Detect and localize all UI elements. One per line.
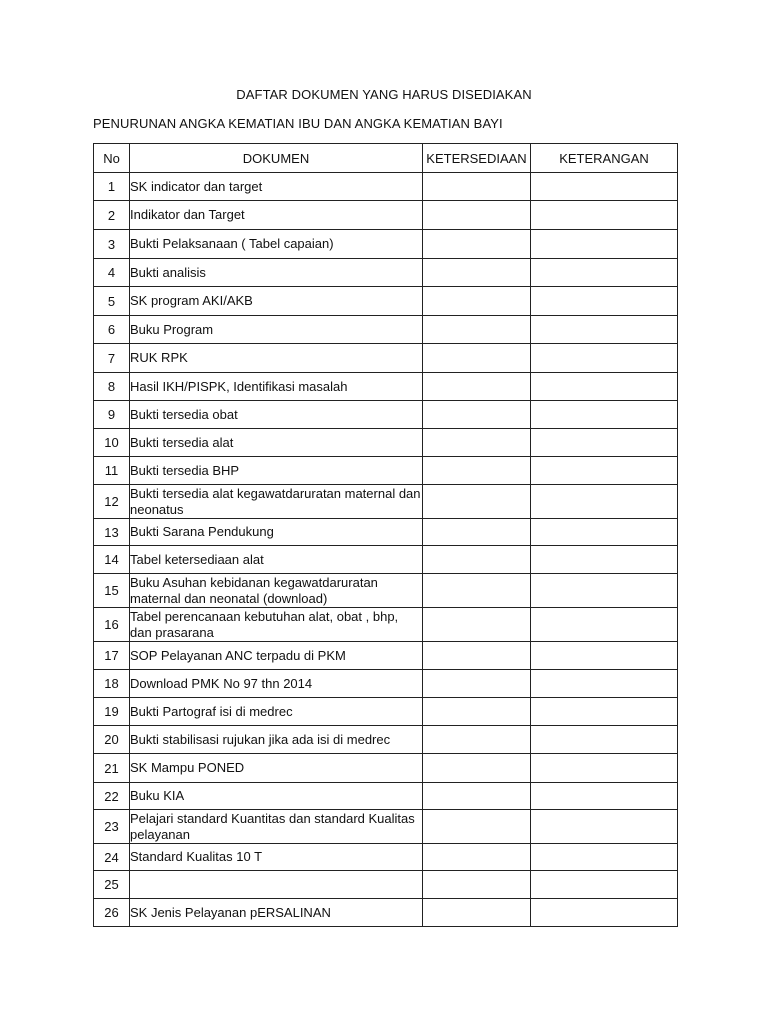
table-row xyxy=(94,726,678,754)
row-keterangan-cell xyxy=(531,844,678,871)
header-ketersediaan: KETERSEDIAAN xyxy=(423,144,531,173)
row-number: 9 xyxy=(94,401,130,429)
table-row xyxy=(94,519,678,546)
row-keterangan-cell xyxy=(531,373,678,401)
row-ketersediaan-cell xyxy=(423,485,531,519)
table-row xyxy=(94,670,678,698)
table-row xyxy=(94,871,678,899)
row-document: Bukti Pelaksanaan ( Tabel capaian) xyxy=(130,230,423,259)
row-ketersediaan-cell xyxy=(423,810,531,844)
row-document: Buku Program xyxy=(130,316,423,344)
row-keterangan-cell xyxy=(531,429,678,457)
table-row xyxy=(94,259,678,287)
table-row xyxy=(94,899,678,927)
row-document: Bukti tersedia BHP xyxy=(130,457,423,485)
table-row xyxy=(94,608,678,642)
table-row xyxy=(94,546,678,574)
row-number: 13 xyxy=(94,519,130,546)
row-document: Bukti stabilisasi rujukan jika ada isi di medrec xyxy=(130,726,423,754)
row-number: 15 xyxy=(94,574,130,608)
row-keterangan-cell xyxy=(531,201,678,230)
row-ketersediaan-cell xyxy=(423,783,531,810)
row-number: 20 xyxy=(94,726,130,754)
table-row xyxy=(94,316,678,344)
table-row xyxy=(94,287,678,316)
row-ketersediaan-cell xyxy=(423,726,531,754)
row-ketersediaan-cell xyxy=(423,287,531,316)
row-keterangan-cell xyxy=(531,810,678,844)
row-ketersediaan-cell xyxy=(423,754,531,783)
row-number: 16 xyxy=(94,608,130,642)
row-document: Buku Asuhan kebidanan kegawatdaruratan maternal dan neonatal (download) xyxy=(130,574,423,608)
row-document: SK indicator dan target xyxy=(130,173,423,201)
row-keterangan-cell xyxy=(531,899,678,927)
row-keterangan-cell xyxy=(531,754,678,783)
row-ketersediaan-cell xyxy=(423,698,531,726)
row-number: 11 xyxy=(94,457,130,485)
document-title: DAFTAR DOKUMEN YANG HARUS DISEDIAKAN xyxy=(236,87,532,102)
row-number: 1 xyxy=(94,173,130,201)
row-ketersediaan-cell xyxy=(423,259,531,287)
row-ketersediaan-cell xyxy=(423,457,531,485)
table-row xyxy=(94,401,678,429)
row-ketersediaan-cell xyxy=(423,670,531,698)
row-document: Hasil IKH/PISPK, Identifikasi masalah xyxy=(130,373,423,401)
table-row xyxy=(94,574,678,608)
row-number: 26 xyxy=(94,899,130,927)
row-document: Bukti tersedia obat xyxy=(130,401,423,429)
row-ketersediaan-cell xyxy=(423,429,531,457)
row-number: 10 xyxy=(94,429,130,457)
document-checklist-table xyxy=(93,143,678,927)
row-number: 14 xyxy=(94,546,130,574)
row-keterangan-cell xyxy=(531,574,678,608)
row-ketersediaan-cell xyxy=(423,574,531,608)
row-ketersediaan-cell xyxy=(423,871,531,899)
row-document: Standard Kualitas 10 T xyxy=(130,844,423,871)
table-row xyxy=(94,698,678,726)
table-row xyxy=(94,783,678,810)
row-document: SK Jenis Pelayanan pERSALINAN xyxy=(130,899,423,927)
row-number: 7 xyxy=(94,344,130,373)
row-keterangan-cell xyxy=(531,546,678,574)
row-number: 21 xyxy=(94,754,130,783)
row-keterangan-cell xyxy=(531,344,678,373)
row-number: 6 xyxy=(94,316,130,344)
table-header-row xyxy=(94,144,678,173)
row-ketersediaan-cell xyxy=(423,373,531,401)
table-row xyxy=(94,457,678,485)
header-keterangan: KETERANGAN xyxy=(531,144,678,173)
row-ketersediaan-cell xyxy=(423,519,531,546)
table-row xyxy=(94,344,678,373)
table-row xyxy=(94,230,678,259)
row-number: 22 xyxy=(94,783,130,810)
row-ketersediaan-cell xyxy=(423,401,531,429)
table-row xyxy=(94,642,678,670)
row-document: Tabel ketersediaan alat xyxy=(130,546,423,574)
row-document: Download PMK No 97 thn 2014 xyxy=(130,670,423,698)
row-number: 25 xyxy=(94,871,130,899)
table-row xyxy=(94,429,678,457)
row-document: Buku KIA xyxy=(130,783,423,810)
row-keterangan-cell xyxy=(531,287,678,316)
row-document: Pelajari standard Kuantitas dan standard Kualitas pelayanan xyxy=(130,810,423,844)
header-dokumen: DOKUMEN xyxy=(130,144,423,173)
row-keterangan-cell xyxy=(531,519,678,546)
row-number: 24 xyxy=(94,844,130,871)
row-document: Bukti Partograf isi di medrec xyxy=(130,698,423,726)
row-keterangan-cell xyxy=(531,608,678,642)
row-ketersediaan-cell xyxy=(423,844,531,871)
header-no: No xyxy=(94,144,130,173)
row-keterangan-cell xyxy=(531,726,678,754)
table-row xyxy=(94,485,678,519)
row-document: Bukti analisis xyxy=(130,259,423,287)
row-keterangan-cell xyxy=(531,230,678,259)
row-keterangan-cell xyxy=(531,642,678,670)
table-row xyxy=(94,373,678,401)
row-document: SOP Pelayanan ANC terpadu di PKM xyxy=(130,642,423,670)
row-document: Bukti tersedia alat kegawatdaruratan maternal dan neonatus xyxy=(130,485,421,517)
row-document: SK Mampu PONED xyxy=(130,754,423,783)
row-document: SK program AKI/AKB xyxy=(130,287,423,316)
row-number: 8 xyxy=(94,373,130,401)
row-number: 17 xyxy=(94,642,130,670)
row-ketersediaan-cell xyxy=(423,230,531,259)
row-ketersediaan-cell xyxy=(423,344,531,373)
row-keterangan-cell xyxy=(531,259,678,287)
row-keterangan-cell xyxy=(531,485,678,519)
row-document: Tabel perencanaan kebutuhan alat, obat , bhp, dan prasarana xyxy=(130,608,423,642)
table-row xyxy=(94,844,678,871)
row-document: Bukti Sarana Pendukung xyxy=(130,519,423,546)
row-number: 5 xyxy=(94,287,130,316)
table-row xyxy=(94,810,678,844)
row-number: 19 xyxy=(94,698,130,726)
row-keterangan-cell xyxy=(531,783,678,810)
row-document: Indikator dan Target xyxy=(130,201,423,230)
row-number: 4 xyxy=(94,259,130,287)
row-number: 18 xyxy=(94,670,130,698)
row-ketersediaan-cell xyxy=(423,642,531,670)
table-row xyxy=(94,754,678,783)
row-ketersediaan-cell xyxy=(423,899,531,927)
row-ketersediaan-cell xyxy=(423,201,531,230)
row-keterangan-cell xyxy=(531,698,678,726)
row-keterangan-cell xyxy=(531,316,678,344)
row-keterangan-cell xyxy=(531,401,678,429)
row-keterangan-cell xyxy=(531,173,678,201)
row-document: RUK RPK xyxy=(130,344,423,373)
row-ketersediaan-cell xyxy=(423,608,531,642)
row-ketersediaan-cell xyxy=(423,546,531,574)
row-number: 2 xyxy=(94,201,130,230)
row-keterangan-cell xyxy=(531,457,678,485)
row-keterangan-cell xyxy=(531,871,678,899)
document-subtitle: PENURUNAN ANGKA KEMATIAN IBU DAN ANGKA KEMATIAN BAYI xyxy=(93,116,503,131)
row-number: 23 xyxy=(94,810,130,844)
table-row xyxy=(94,173,678,201)
row-number: 12 xyxy=(94,485,130,519)
row-document xyxy=(130,871,423,899)
row-keterangan-cell xyxy=(531,670,678,698)
row-ketersediaan-cell xyxy=(423,316,531,344)
row-number: 3 xyxy=(94,230,130,259)
row-document: Bukti tersedia alat xyxy=(130,429,423,457)
row-ketersediaan-cell xyxy=(423,173,531,201)
table-row xyxy=(94,201,678,230)
